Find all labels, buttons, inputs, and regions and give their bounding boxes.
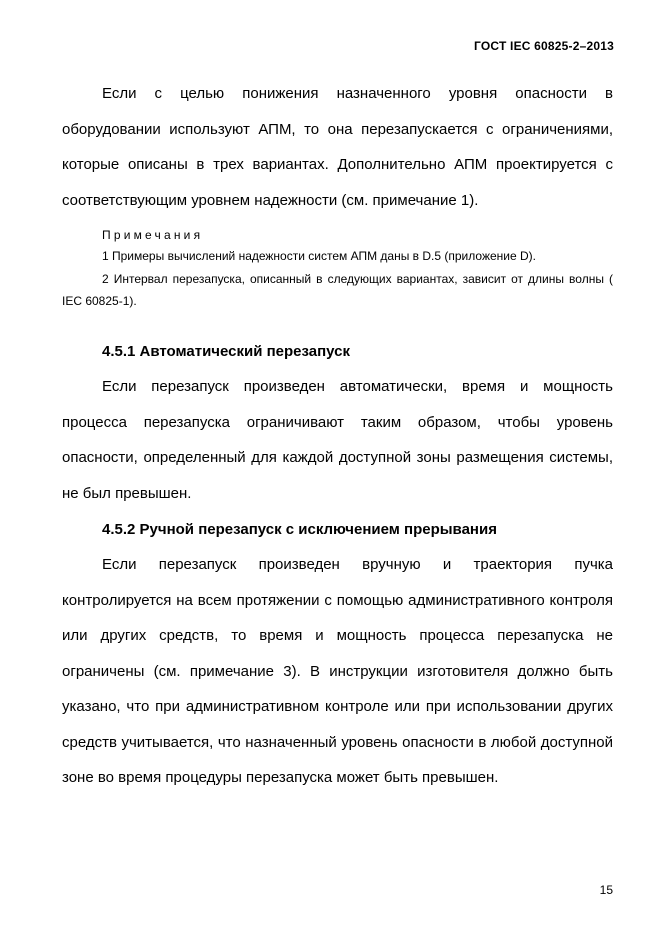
page-number: 15 — [599, 883, 613, 897]
note-2: 2 Интервал перезапуска, описанный в следующих вариантах, зависит от длины волны ( IEC 60825-1). — [62, 272, 613, 308]
note-1: 1 Примеры вычислений надежности систем АПМ даны в D.5 (приложение D). — [102, 249, 536, 263]
paragraph-intro: Если с целью понижения назначенного уровня опасности в оборудовании используют АПМ, то она перезапускается с ограничениями, которые описаны в трех вариантах. Дополнительно АПМ проектируется с соответствующим уровнем надежности (см. примечание 1). — [62, 85, 613, 209]
section-4-5-2-text: Если перезапуск произведен вручную и траектория пучка контролируется на всем протяжении с помощью административного контроля или других средств, то время и мощность процесса перезапуска не ограничены (см. примечание 3). В инструкции изготовителя должно быть указано, что при административном контроле или при использовании других средств учитывается, что назначенный уровень опасности в любой доступной зоне во время процедуры перезапуска может быть превышен. — [62, 556, 613, 786]
section-4-5-1-heading: 4.5.1 Автоматический перезапуск — [102, 343, 351, 360]
section-4-5-2-heading: 4.5.2 Ручной перезапуск с исключением прерывания — [102, 521, 497, 538]
section-4-5-1-text: Если перезапуск произведен автоматически, время и мощность процесса перезапуска ограничивают таким образом, чтобы уровень опасности, определенный для каждой доступной зоны размещения системы, не был превышен. — [62, 378, 613, 502]
notes-title: Примечания — [102, 228, 204, 242]
page-header-standard: ГОСТ IEC 60825-2–2013 — [474, 39, 614, 53]
